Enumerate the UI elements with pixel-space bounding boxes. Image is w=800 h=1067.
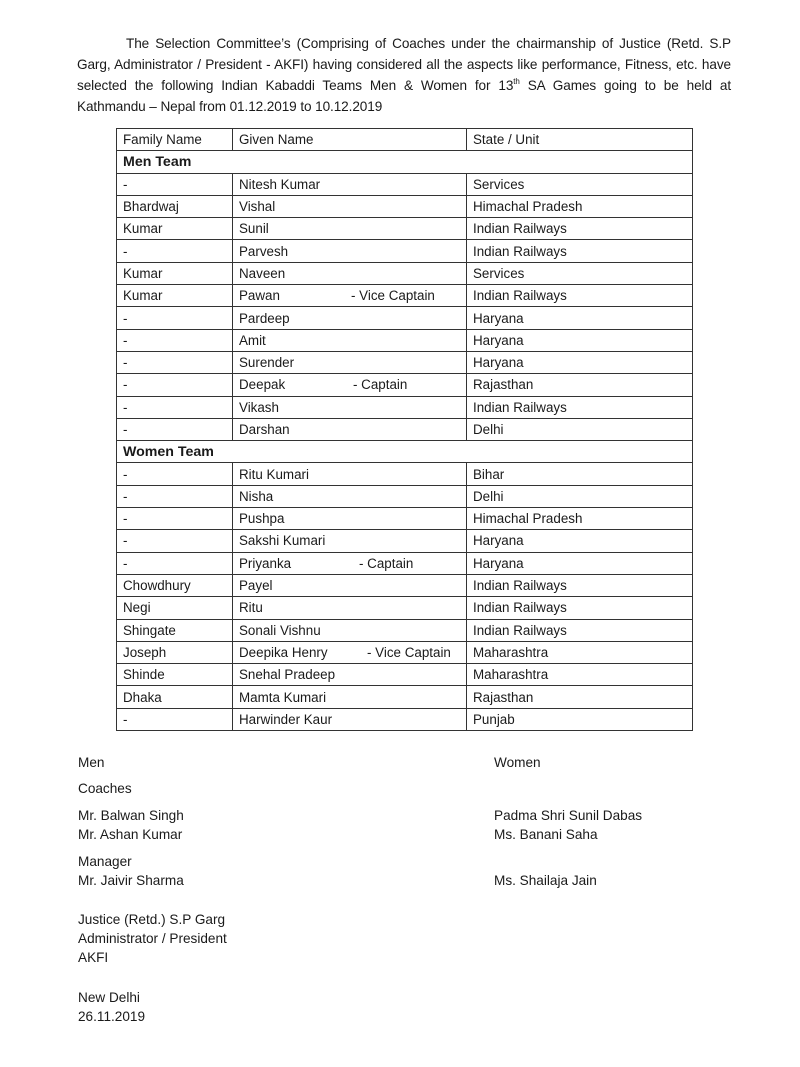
manager-label: Manager — [78, 854, 132, 869]
state-unit-cell: Bihar — [467, 463, 693, 485]
state-unit-cell: Punjab — [467, 708, 693, 730]
family-name-cell: Joseph — [117, 641, 233, 663]
family-name-cell: Bhardwaj — [117, 195, 233, 217]
player-role-label: - Captain — [353, 377, 408, 393]
women-team-section-row — [117, 441, 693, 463]
given-name-cell — [233, 351, 467, 373]
table-row — [117, 708, 693, 730]
family-name-cell: - — [117, 374, 233, 396]
header-state-unit: State / Unit — [467, 129, 693, 151]
given-name: Ritu — [239, 600, 263, 616]
state-unit-cell: Rajasthan — [467, 686, 693, 708]
men-team-rows — [117, 173, 693, 441]
place: New Delhi — [78, 990, 140, 1005]
table-row — [117, 463, 693, 485]
family-name-cell: - — [117, 485, 233, 507]
given-name: Sunil — [239, 221, 269, 237]
state-unit-cell: Haryana — [467, 351, 693, 373]
given-name: Ritu Kumari — [239, 466, 309, 482]
women-coach-1: Padma Shri Sunil Dabas — [494, 808, 643, 823]
men-coaches-list — [78, 806, 184, 844]
given-name-cell — [233, 173, 467, 195]
family-name-cell: - — [117, 530, 233, 552]
state-unit-cell: Indian Railways — [467, 396, 693, 418]
family-name-cell: - — [117, 396, 233, 418]
table-row — [117, 574, 693, 596]
given-name: Darshan — [239, 422, 290, 437]
given-name-cell — [233, 374, 467, 396]
table-row — [117, 418, 693, 440]
state-unit-cell: Rajasthan — [467, 374, 693, 396]
given-name: Pardeep — [239, 310, 290, 326]
given-name: Pawan — [239, 288, 280, 304]
intro-text-part1: The Selection Committee’s (Comprising of Coaches under the chairmanship of Justice (Retd. S.P Garg, Administrator / President - AKFI) having considered all the aspects like performance, Fitness, etc. have selected the following Indian Kabaddi Teams Men & Women for 13 — [77, 36, 731, 93]
table-row — [117, 262, 693, 284]
given-name-cell — [233, 664, 467, 686]
men-manager-name: Mr. Jaivir Sharma — [78, 873, 184, 888]
table-row — [117, 641, 693, 663]
given-name-cell — [233, 396, 467, 418]
family-name-cell: - — [117, 708, 233, 730]
men-coach-1: Mr. Balwan Singh — [78, 808, 184, 823]
given-name: Mamta Kumari — [239, 689, 327, 705]
intro-text-part2: SA Games going to be held at Kathmandu – Nepal from 01.12.2019 to 10.12.2019 — [77, 78, 731, 114]
given-name: Parvesh — [239, 243, 289, 259]
state-unit-cell: Haryana — [467, 530, 693, 552]
table-row — [117, 329, 693, 351]
family-name-cell: Chowdhury — [117, 574, 233, 596]
team-roster-table — [116, 128, 693, 731]
signatory-name: Justice (Retd.) S.P Garg — [78, 912, 226, 927]
given-name-cell — [233, 708, 467, 730]
table-row — [117, 374, 693, 396]
given-name-cell — [233, 195, 467, 217]
ordinal-suffix: th — [513, 77, 520, 86]
women-officials-label: Women — [494, 755, 541, 770]
family-name-cell: Kumar — [117, 285, 233, 307]
header-family-name: Family Name — [117, 129, 233, 151]
given-name-cell — [233, 418, 467, 440]
given-name: Pushpa — [239, 511, 285, 527]
family-name-cell: - — [117, 307, 233, 329]
given-name-cell — [233, 530, 467, 552]
family-name-cell: Negi — [117, 597, 233, 619]
state-unit-cell: Himachal Pradesh — [467, 195, 693, 217]
family-name-cell: Kumar — [117, 262, 233, 284]
given-name: Deepak — [239, 377, 286, 393]
player-role-label: - Vice Captain — [351, 288, 435, 304]
signatory-org: AKFI — [78, 950, 109, 965]
state-unit-cell: Maharashtra — [467, 641, 693, 663]
given-name-cell — [233, 574, 467, 596]
table-row — [117, 619, 693, 641]
men-coach-2: Mr. Ashan Kumar — [78, 827, 183, 842]
place-date-block — [78, 988, 145, 1026]
family-name-cell: - — [117, 329, 233, 351]
family-name-cell: - — [117, 240, 233, 262]
table-row — [117, 664, 693, 686]
given-name-cell — [233, 508, 467, 530]
table-header-row — [117, 129, 693, 151]
state-unit-cell: Indian Railways — [467, 285, 693, 307]
state-unit-cell: Haryana — [467, 307, 693, 329]
state-unit-cell: Delhi — [467, 485, 693, 507]
given-name: Priyanka — [239, 555, 292, 571]
given-name: Nitesh Kumar — [239, 176, 321, 192]
table-row — [117, 240, 693, 262]
player-role-label: - Captain — [359, 555, 414, 571]
table-row — [117, 686, 693, 708]
header-given-name: Given Name — [233, 129, 467, 151]
family-name-cell: - — [117, 351, 233, 373]
family-name-cell: Shinde — [117, 664, 233, 686]
family-name-cell: Shingate — [117, 619, 233, 641]
given-name-cell — [233, 240, 467, 262]
given-name-cell — [233, 218, 467, 240]
men-officials-label: Men — [78, 755, 105, 770]
player-role-label: - Vice Captain — [367, 644, 451, 660]
table-row — [117, 307, 693, 329]
signature-block — [78, 910, 227, 967]
table-row — [117, 195, 693, 217]
women-coach-2: Ms. Banani Saha — [494, 827, 598, 842]
women-manager-name: Ms. Shailaja Jain — [494, 873, 597, 888]
family-name-cell: Dhaka — [117, 686, 233, 708]
state-unit-cell: Services — [467, 262, 693, 284]
family-name-cell: - — [117, 173, 233, 195]
given-name: Sakshi Kumari — [239, 533, 326, 549]
state-unit-cell: Haryana — [467, 329, 693, 351]
state-unit-cell: Indian Railways — [467, 619, 693, 641]
table-row — [117, 530, 693, 552]
given-name: Payel — [239, 578, 273, 594]
table-row — [117, 351, 693, 373]
family-name-cell: - — [117, 508, 233, 530]
state-unit-cell: Services — [467, 173, 693, 195]
state-unit-cell: Delhi — [467, 418, 693, 440]
given-name-cell — [233, 307, 467, 329]
given-name-cell — [233, 485, 467, 507]
given-name: Sonali Vishnu — [239, 622, 321, 638]
given-name: Nisha — [239, 488, 274, 504]
family-name-cell: - — [117, 418, 233, 440]
state-unit-cell: Indian Railways — [467, 597, 693, 619]
given-name: Vikash — [239, 399, 279, 415]
table-row — [117, 552, 693, 574]
given-name: Naveen — [239, 265, 286, 281]
coaches-label: Coaches — [78, 781, 132, 796]
men-team-heading: Men Team — [117, 151, 693, 173]
family-name-cell: - — [117, 552, 233, 574]
state-unit-cell: Haryana — [467, 552, 693, 574]
state-unit-cell: Indian Railways — [467, 240, 693, 262]
table-row — [117, 285, 693, 307]
given-name-cell — [233, 552, 467, 574]
given-name-cell — [233, 329, 467, 351]
state-unit-cell: Himachal Pradesh — [467, 508, 693, 530]
given-name: Harwinder Kaur — [239, 711, 333, 727]
given-name-cell — [233, 597, 467, 619]
intro-paragraph — [77, 33, 731, 117]
signatory-title: Administrator / President — [78, 931, 227, 946]
table-row — [117, 173, 693, 195]
given-name-cell — [233, 641, 467, 663]
family-name-cell: Kumar — [117, 218, 233, 240]
given-name-cell — [233, 262, 467, 284]
table-row — [117, 508, 693, 530]
table-row — [117, 485, 693, 507]
state-unit-cell: Indian Railways — [467, 218, 693, 240]
women-coaches-list — [494, 806, 642, 844]
men-manager-block — [78, 852, 184, 890]
family-name-cell: - — [117, 463, 233, 485]
table-row — [117, 597, 693, 619]
given-name: Vishal — [239, 199, 276, 215]
state-unit-cell: Maharashtra — [467, 664, 693, 686]
given-name-cell — [233, 463, 467, 485]
given-name-cell — [233, 285, 467, 307]
women-team-rows — [117, 463, 693, 731]
table-row — [117, 396, 693, 418]
given-name: Deepika Henry — [239, 644, 328, 660]
given-name: Snehal Pradeep — [239, 667, 336, 683]
given-name: Surender — [239, 355, 295, 371]
table-row — [117, 218, 693, 240]
state-unit-cell: Indian Railways — [467, 574, 693, 596]
women-team-heading: Women Team — [117, 441, 693, 463]
given-name-cell — [233, 686, 467, 708]
given-name: Amit — [239, 332, 266, 348]
given-name-cell — [233, 619, 467, 641]
date: 26.11.2019 — [78, 1009, 146, 1024]
men-team-section-row — [117, 151, 693, 173]
